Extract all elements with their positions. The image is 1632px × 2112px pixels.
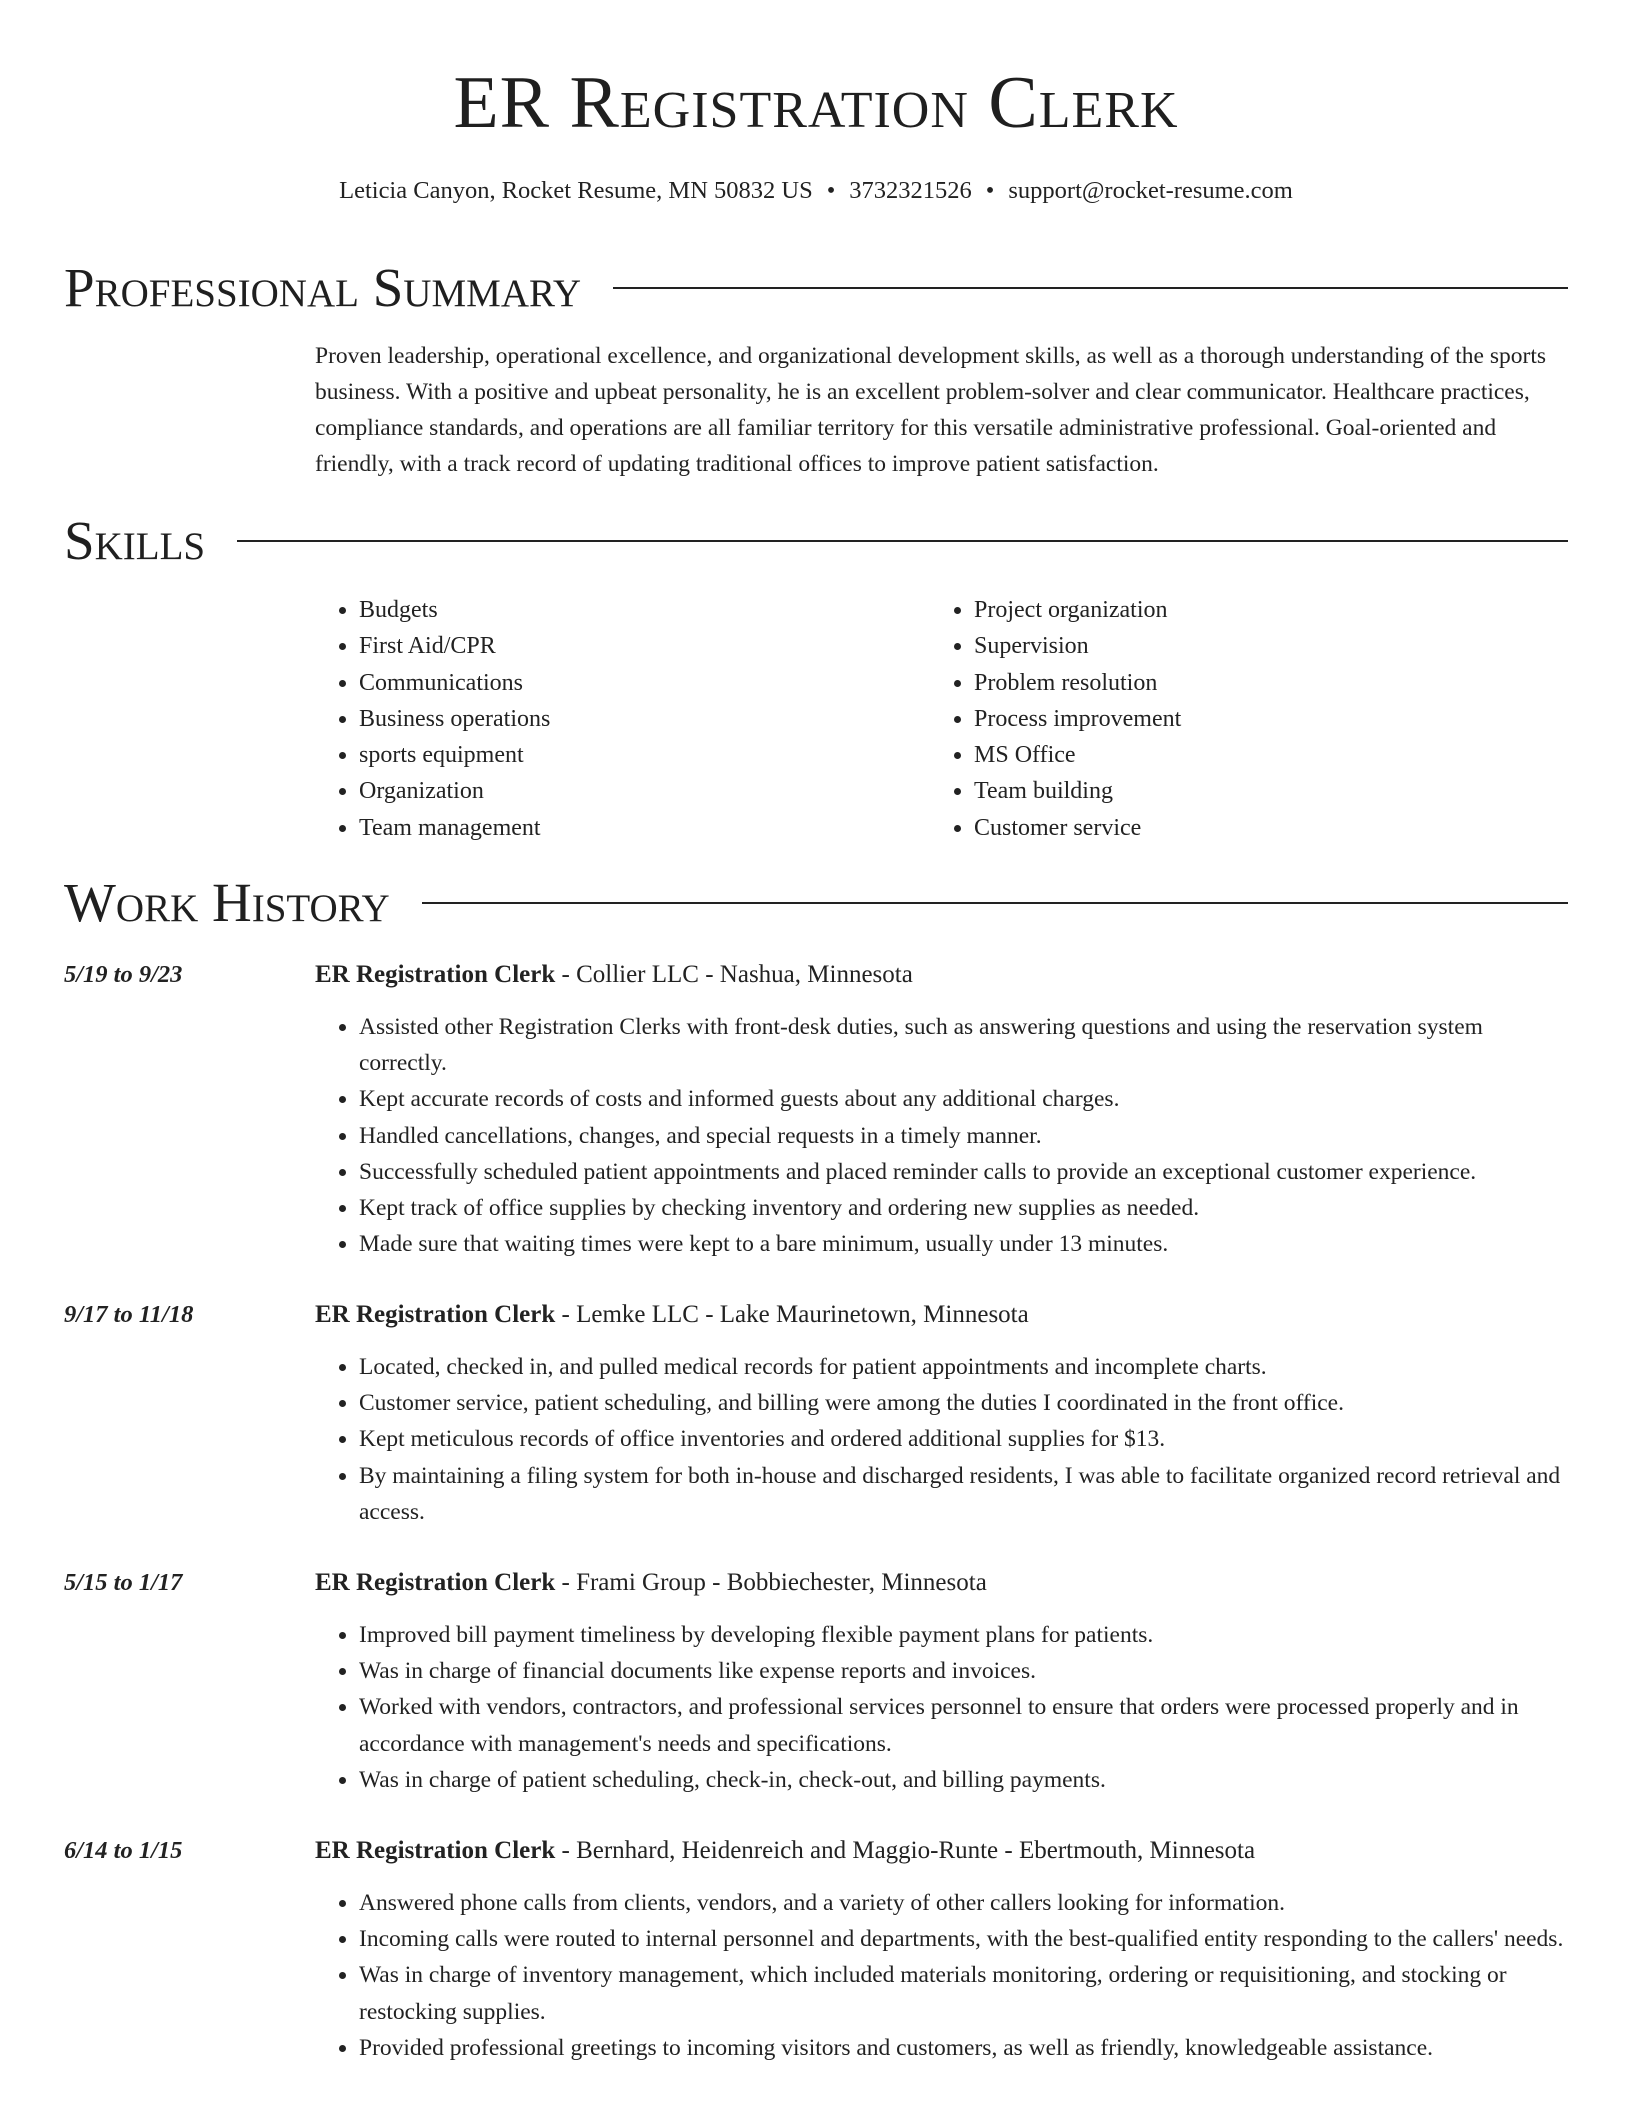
job-duties xyxy=(315,1617,1572,1798)
skill-item: • Team management xyxy=(359,810,930,846)
job-duty: • Kept accurate records of costs and informed guests about any additional charges. xyxy=(359,1081,1572,1117)
skills-section-title: Skills xyxy=(64,510,206,571)
summary-text: Proven leadership, operational excellence, and organizational development skills, as well as a thorough understanding of the sports business. With a positive and upbeat personality, he is an excellent problem-solver and clear communicator. Healthcare practices, compliance standards, and operations are all familiar territory for this versatile administrative professional. Goal-oriented and friendly, with a track record of updating traditional offices to improve patient satisfaction. xyxy=(315,343,1547,477)
job-duty: • Made sure that waiting times were kept to a bare minimum, usually under 13 minutes. xyxy=(359,1226,1572,1262)
job-heading xyxy=(315,957,913,993)
skills-section-header xyxy=(64,506,1568,576)
job-duties xyxy=(315,1349,1572,1530)
job-dates: 6/14 to 1/15 xyxy=(64,1837,183,1864)
job-duty: • Located, checked in, and pulled medical records for patient appointments and incomplete charts. xyxy=(359,1349,1572,1385)
job-duty: • Kept meticulous records of office inventories and ordered additional supplies for $13. xyxy=(359,1421,1572,1457)
job-duties xyxy=(315,1009,1572,1262)
section-divider xyxy=(613,287,1568,289)
work-section-header xyxy=(64,868,1568,938)
job-duty: • By maintaining a filing system for both in-house and discharged residents, I was able to facilitate organized record retrieval and access. xyxy=(359,1458,1572,1530)
skill-item: • Customer service xyxy=(974,810,1545,846)
skill-item: • First Aid/CPR xyxy=(359,628,930,664)
contact-phone: 3732321526 xyxy=(849,177,972,204)
skill-item: • Organization xyxy=(359,773,930,809)
job-title: ER Registration Clerk xyxy=(315,1569,556,1596)
job-duty: • Was in charge of patient scheduling, check-in, check-out, and billing payments. xyxy=(359,1762,1572,1798)
contact-separator: • xyxy=(985,177,995,204)
candidate-name: ER Registration Clerk xyxy=(453,62,1179,144)
job-employer: - Bernhard, Heidenreich and Maggio-Runte - Ebertmouth, Minnesota xyxy=(555,1837,1256,1864)
job-dates: 5/15 to 1/17 xyxy=(64,1569,183,1596)
job-employer: - Lemke LLC - Lake Maurinetown, Minnesota xyxy=(555,1301,1029,1328)
job-heading xyxy=(315,1565,987,1601)
job-duty: • Customer service, patient scheduling, and billing were among the duties I coordinated in the front office. xyxy=(359,1385,1572,1421)
job-employer: - Collier LLC - Nashua, Minnesota xyxy=(555,961,913,988)
skills-list xyxy=(315,592,1570,846)
summary-section-title: Professional Summary xyxy=(64,257,582,318)
job-employer: - Frami Group - Bobbiechester, Minnesota xyxy=(555,1569,987,1596)
contact-separator: • xyxy=(826,177,836,204)
skills-column-right xyxy=(930,592,1545,846)
contact-line xyxy=(0,174,1632,208)
skill-item: • Budgets xyxy=(359,592,930,628)
section-divider xyxy=(237,540,1568,542)
skill-item: • Business operations xyxy=(359,701,930,737)
job-duty: • Worked with vendors, contractors, and professional services personnel to ensure that orders were processed properly and in accordance with management's needs and specifications. xyxy=(359,1689,1572,1761)
skill-item: • Process improvement xyxy=(974,701,1545,737)
section-divider xyxy=(422,902,1568,904)
job-duty: • Improved bill payment timeliness by developing flexible payment plans for patients. xyxy=(359,1617,1572,1653)
job-heading xyxy=(315,1833,1255,1869)
job-duty: • Incoming calls were routed to internal personnel and departments, with the best-qualified entity responding to the callers' needs. xyxy=(359,1921,1572,1957)
job-duty: • Provided professional greetings to incoming visitors and customers, as well as friendly, knowledgeable assistance. xyxy=(359,2030,1572,2066)
job-heading xyxy=(315,1297,1029,1333)
job-title: ER Registration Clerk xyxy=(315,1837,556,1864)
summary-section-header xyxy=(64,253,1568,323)
skill-item: • MS Office xyxy=(974,737,1545,773)
skill-item: • Communications xyxy=(359,665,930,701)
skill-item: • Supervision xyxy=(974,628,1545,664)
job-dates: 5/19 to 9/23 xyxy=(64,961,183,988)
job-duty: • Was in charge of inventory management, which included materials monitoring, ordering or requisitioning, and stocking or restocking supplies. xyxy=(359,1957,1572,2029)
job-dates: 9/17 to 11/18 xyxy=(64,1301,194,1328)
job-duty: • Was in charge of financial documents like expense reports and invoices. xyxy=(359,1653,1572,1689)
contact-address: Leticia Canyon, Rocket Resume, MN 50832 US xyxy=(339,177,813,204)
skill-item: • Team building xyxy=(974,773,1545,809)
work-section-title: Work History xyxy=(64,872,390,933)
contact-email: support@rocket-resume.com xyxy=(1008,177,1293,204)
job-duty: • Assisted other Registration Clerks with front-desk duties, such as answering questions and using the reservation system correctly. xyxy=(359,1009,1572,1081)
job-duty: • Answered phone calls from clients, vendors, and a variety of other callers looking for information. xyxy=(359,1885,1572,1921)
skill-item: • Project organization xyxy=(974,592,1545,628)
job-title: ER Registration Clerk xyxy=(315,961,556,988)
skills-column-left xyxy=(315,592,930,846)
skill-item: • Problem resolution xyxy=(974,665,1545,701)
job-duty: • Kept track of office supplies by checking inventory and ordering new supplies as needed. xyxy=(359,1190,1572,1226)
job-duties xyxy=(315,1885,1572,2066)
job-duty: • Handled cancellations, changes, and special requests in a timely manner. xyxy=(359,1118,1572,1154)
job-title: ER Registration Clerk xyxy=(315,1301,556,1328)
skill-item: • sports equipment xyxy=(359,737,930,773)
job-duty: • Successfully scheduled patient appointments and placed reminder calls to provide an exceptional customer experience. xyxy=(359,1154,1572,1190)
